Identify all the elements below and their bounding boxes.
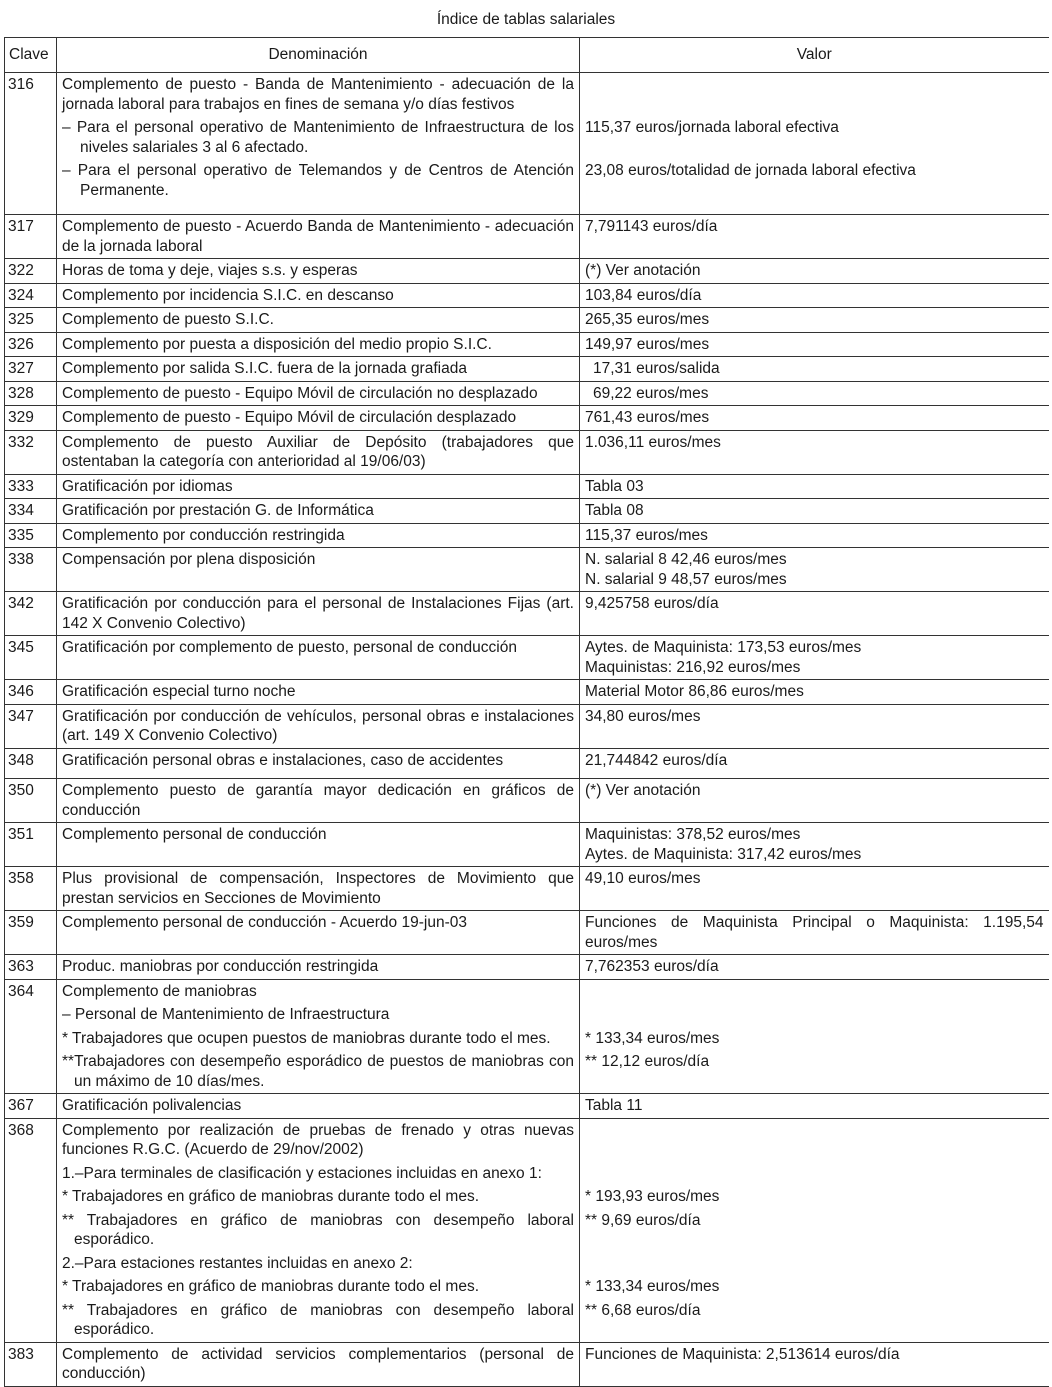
- row-valor: * 133,34 euros/mes: [585, 1278, 720, 1295]
- row-clave: 358: [5, 867, 57, 911]
- row-valor: 34,80 euros/mes: [580, 704, 1049, 748]
- table-row: [5, 979, 1049, 1094]
- table-row: [5, 680, 1049, 705]
- table-row: [5, 748, 1049, 779]
- row-denominacion: Compensación por plena disposición: [57, 548, 580, 592]
- row-denominacion: Complemento puesto de garantía mayor dedicación en gráficos de conducción: [57, 779, 580, 823]
- row-denominacion: Horas de toma y deje, viajes s.s. y esperas: [57, 259, 580, 284]
- header-denominacion: Denominación: [57, 38, 580, 73]
- row-denominacion: Complemento de puesto - Equipo Móvil de circulación desplazado: [57, 406, 580, 431]
- table-row: [5, 215, 1049, 259]
- row-clave: 324: [5, 283, 57, 308]
- row-clave: 329: [5, 406, 57, 431]
- row-denominacion: Complemento de puesto - Acuerdo Banda de Mantenimiento - adecuación de la jornada laboral: [57, 215, 580, 259]
- row-clave: 350: [5, 779, 57, 823]
- table-row: [5, 1094, 1049, 1119]
- row-clave: 327: [5, 357, 57, 382]
- table-row: [5, 523, 1049, 548]
- row-valor: 115,37 euros/jornada laboral efectiva: [585, 119, 839, 136]
- table-row: [5, 406, 1049, 431]
- table-row: [5, 73, 1049, 215]
- sub-item: – Para el personal operativo de Telemandos y de Centros de Atención Permanente.: [62, 162, 574, 199]
- table-row: [5, 1342, 1049, 1386]
- row-valor: 761,43 euros/mes: [580, 406, 1049, 431]
- row-denominacion: Complemento por puesta a disposición del medio propio S.I.C.: [57, 332, 580, 357]
- page-title: Índice de tablas salariales: [436, 11, 616, 28]
- row-clave: 348: [5, 748, 57, 779]
- row-valor: Funciones de Maquinista Principal o Maquinista: 1.195,54 euros/mes: [580, 911, 1049, 955]
- row-valor: 23,08 euros/totalidad de jornada laboral efectiva: [585, 162, 916, 179]
- row-valor: 149,97 euros/mes: [580, 332, 1049, 357]
- row-valor: 265,35 euros/mes: [580, 308, 1049, 333]
- sub-item: * Trabajadores que ocupen puestos de maniobras durante todo el mes.: [62, 1029, 551, 1047]
- row-denominacion: Complemento personal de conducción - Acuerdo 19-jun-03: [57, 911, 580, 955]
- row-valor: 17,31 euros/salida: [580, 357, 1049, 382]
- row-clave: 368: [5, 1118, 57, 1342]
- table-row: [5, 704, 1049, 748]
- table-row: [5, 357, 1049, 382]
- row-denominacion: Gratificación polivalencias: [57, 1094, 580, 1119]
- row-denominacion: Complemento por incidencia S.I.C. en descanso: [57, 283, 580, 308]
- row-valor: ** 6,68 euros/día: [585, 1301, 701, 1319]
- row-valor: Aytes. de Maquinista: 173,53 euros/mes: [585, 639, 862, 656]
- row-clave: 351: [5, 823, 57, 867]
- row-valor: 103,84 euros/día: [580, 283, 1049, 308]
- row-clave: 383: [5, 1342, 57, 1386]
- row-denominacion: Complemento de puesto Auxiliar de Depósito (trabajadores que ostentaban la categoría con anterioridad al 19/06/03): [57, 430, 580, 474]
- sub-item: **Trabajadores con desempeño esporádico de puestos de maniobras con un máximo de 10 días/mes.: [62, 1053, 574, 1090]
- row-denominacion: Gratificación por complemento de puesto, personal de conducción: [57, 636, 580, 680]
- table-row: [5, 308, 1049, 333]
- row-valor: ** 9,69 euros/día: [585, 1211, 701, 1229]
- row-valor: 115,37 euros/mes: [580, 523, 1049, 548]
- salary-tables-index: [4, 0, 1048, 1387]
- table-row: [5, 636, 1049, 680]
- sub-item: 2.–Para estaciones restantes incluidas en anexo 2:: [62, 1254, 413, 1272]
- row-valor: 1.036,11 euros/mes: [580, 430, 1049, 474]
- table-row: [5, 592, 1049, 636]
- sub-item: * Trabajadores en gráfico de maniobras durante todo el mes.: [62, 1188, 480, 1205]
- row-clave: 345: [5, 636, 57, 680]
- row-clave: 316: [5, 73, 57, 215]
- sub-item: 1.–Para terminales de clasificación y estaciones incluidas en anexo 1:: [62, 1164, 542, 1182]
- row-valor: 69,22 euros/mes: [580, 381, 1049, 406]
- row-valor: ** 12,12 euros/día: [585, 1053, 710, 1070]
- row-clave: 325: [5, 308, 57, 333]
- table-row: [5, 474, 1049, 499]
- row-clave: 317: [5, 215, 57, 259]
- row-valor: 49,10 euros/mes: [580, 867, 1049, 911]
- row-clave: 326: [5, 332, 57, 357]
- table-row: [5, 332, 1049, 357]
- row-denominacion: Gratificación personal obras e instalaciones, caso de accidentes: [57, 748, 580, 779]
- row-valor: (*) Ver anotación: [580, 259, 1049, 284]
- sub-item: – Personal de Mantenimiento de Infraestructura: [62, 1006, 390, 1023]
- table-row: [5, 381, 1049, 406]
- row-denominacion: Gratificación especial turno noche: [57, 680, 580, 705]
- sub-item: ** Trabajadores en gráfico de maniobras con desempeño laboral esporádico.: [62, 1211, 574, 1248]
- sub-item: – Para el personal operativo de Mantenimiento de Infraestructura de los niveles salariales 3 al 6 afectado.: [62, 119, 574, 156]
- row-clave: 346: [5, 680, 57, 705]
- table-row: [5, 283, 1049, 308]
- table-row: [5, 779, 1049, 823]
- row-valor: Tabla 08: [580, 499, 1049, 524]
- sub-item: ** Trabajadores en gráfico de maniobras con desempeño laboral esporádico.: [62, 1301, 574, 1338]
- row-valor: Funciones de Maquinista: 2,513614 euros/día: [580, 1342, 1049, 1386]
- row-denominacion: Gratificación por conducción para el personal de Instalaciones Fijas (art. 142 X Convenio Colectivo): [57, 592, 580, 636]
- table-row: [5, 911, 1049, 955]
- row-clave: 334: [5, 499, 57, 524]
- row-valor: 7,762353 euros/día: [580, 955, 1049, 980]
- row-denominacion: Plus provisional de compensación, Inspectores de Movimiento que prestan servicios en Secciones de Movimiento: [57, 867, 580, 911]
- table-header-row: [5, 38, 1049, 73]
- row-denominacion: Complemento de maniobras: [62, 982, 257, 1000]
- row-valor: * 193,93 euros/mes: [585, 1188, 720, 1205]
- row-valor: N. salarial 8 42,46 euros/mes: [585, 551, 787, 568]
- row-denominacion: Complemento personal de conducción: [57, 823, 580, 867]
- table-row: [5, 955, 1049, 980]
- row-denominacion: Complemento por conducción restringida: [57, 523, 580, 548]
- row-clave: 342: [5, 592, 57, 636]
- row-clave: 364: [5, 979, 57, 1094]
- table-row: [5, 1118, 1049, 1342]
- table-row: [5, 823, 1049, 867]
- row-denominacion: Gratificación por idiomas: [57, 474, 580, 499]
- row-valor: Maquinistas: 378,52 euros/mes: [585, 826, 801, 843]
- row-valor: Tabla 11: [580, 1094, 1049, 1119]
- row-denominacion: Complemento de puesto - Banda de Mantenimiento - adecuación de la jornada laboral para trabajos en fines de semana y/o días festivos: [62, 76, 574, 113]
- row-valor: 7,791143 euros/día: [580, 215, 1049, 259]
- row-denominacion: Complemento de puesto - Equipo Móvil de circulación no desplazado: [57, 381, 580, 406]
- row-denominacion: Gratificación por prestación G. de Informática: [57, 499, 580, 524]
- row-clave: 333: [5, 474, 57, 499]
- table-row: [5, 867, 1049, 911]
- table-row: [5, 548, 1049, 592]
- header-clave: Clave: [5, 38, 57, 73]
- header-valor: Valor: [580, 38, 1049, 73]
- table-row: [5, 430, 1049, 474]
- row-clave: 335: [5, 523, 57, 548]
- row-valor: Tabla 03: [580, 474, 1049, 499]
- table-row: [5, 259, 1049, 284]
- row-clave: 322: [5, 259, 57, 284]
- salary-table: [4, 37, 1049, 1387]
- row-denominacion: Complemento de actividad servicios complementarios (personal de conducción): [57, 1342, 580, 1386]
- row-valor: 21,744842 euros/día: [580, 748, 1049, 779]
- row-denominacion: Complemento por salida S.I.C. fuera de la jornada grafiada: [57, 357, 580, 382]
- sub-item: * Trabajadores en gráfico de maniobras durante todo el mes.: [62, 1278, 480, 1295]
- row-valor: 9,425758 euros/día: [580, 592, 1049, 636]
- row-clave: 363: [5, 955, 57, 980]
- row-denominacion: Gratificación por conducción de vehículos, personal obras e instalaciones (art. 149 X Convenio Colectivo): [57, 704, 580, 748]
- row-denominacion: Produc. maniobras por conducción restringida: [57, 955, 580, 980]
- row-valor: * 133,34 euros/mes: [585, 1029, 720, 1047]
- row-valor: (*) Ver anotación: [580, 779, 1049, 823]
- row-valor: Material Motor 86,86 euros/mes: [580, 680, 1049, 705]
- row-denominacion: Complemento por realización de pruebas de frenado y otras nuevas funciones R.G.C. (Acuerdo de 29/nov/2002): [62, 1121, 574, 1158]
- row-clave: 367: [5, 1094, 57, 1119]
- row-valor: N. salarial 9 48,57 euros/mes: [585, 570, 787, 588]
- row-clave: 332: [5, 430, 57, 474]
- row-valor: Maquinistas: 216,92 euros/mes: [585, 658, 801, 676]
- row-clave: 338: [5, 548, 57, 592]
- row-clave: 359: [5, 911, 57, 955]
- row-valor: Aytes. de Maquinista: 317,42 euros/mes: [585, 845, 862, 863]
- row-denominacion: Complemento de puesto S.I.C.: [57, 308, 580, 333]
- row-clave: 328: [5, 381, 57, 406]
- table-row: [5, 499, 1049, 524]
- row-clave: 347: [5, 704, 57, 748]
